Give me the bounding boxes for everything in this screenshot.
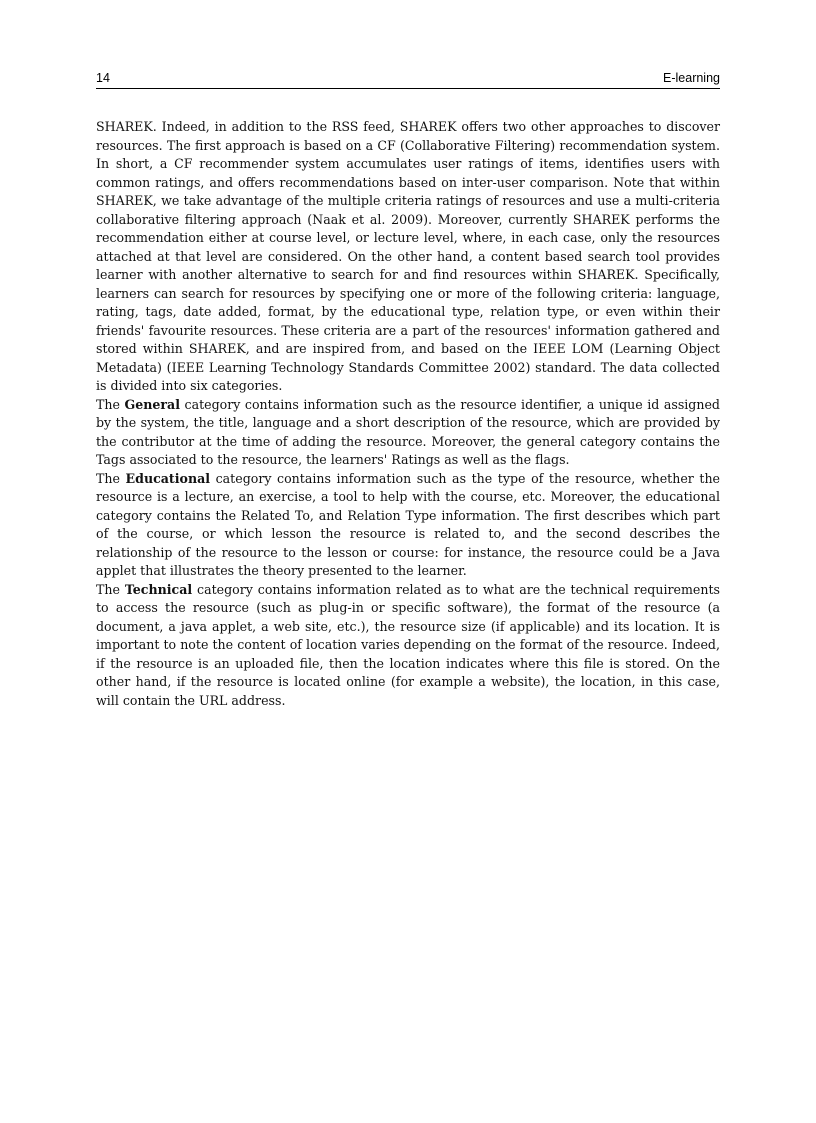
paragraph-lead: The xyxy=(96,396,125,412)
term-educational: Educational xyxy=(125,470,211,486)
paragraph-technical-category xyxy=(96,581,720,711)
paragraph-lead: The xyxy=(96,470,126,486)
page-header xyxy=(96,70,720,89)
page-number: 14 xyxy=(96,71,110,85)
paragraph-lead: The xyxy=(96,581,125,597)
running-title: E-learning xyxy=(663,71,720,85)
paragraph-educational-category xyxy=(96,470,720,581)
body-text xyxy=(96,118,720,710)
paragraph-body: category contains information related as to what are the technical requirements to access the resource (such as plug-in or specific software), the format of the resource (a document, a java applet, a web site, etc.), the resource size (if applicable) and its location. It is important to note the content of location varies depending on the format of the resource. Indeed, if the resource is an uploaded file, then the location indicates where this file is stored. On the other hand, if the resource is located online (for example a website), the location, in this case, will contain the URL address. xyxy=(96,581,720,708)
paragraph-general-category xyxy=(96,396,720,470)
paragraph-body: category contains information such as the resource identifier, a unique id assigned by the system, the title, language and a short description of the resource, which are provided by the contributor at the time of adding the resource. Moreover, the general category contains the Tags associated to the resource, the learners' Ratings as well as the flags. xyxy=(96,396,720,467)
paragraph-sharek-intro: SHAREK. Indeed, in addition to the RSS feed, SHAREK offers two other approaches to discover resources. The first approach is based on a CF (Collaborative Filtering) recommendation system. In short, a CF recommender system accumulates user ratings of items, identifies users with common ratings, and offers recommendations based on inter-user comparison. Note that within SHAREK, we take advantage of the multiple criteria ratings of resources and use a multi-criteria collaborative filtering approach (Naak et al. 2009). Moreover, currently SHAREK performs the recommendation either at course level, or lecture level, where, in each case, only the resources attached at that level are considered. On the other hand, a content based search tool provides learner with another alternative to search for and find resources within SHAREK. Specifically, learners can search for resources by specifying one or more of the following criteria: language, rating, tags, date added, format, by the educational type, relation type, or even within their friends' favourite resources. These criteria are a part of the resources' information gathered and stored within SHAREK, and are inspired from, and based on the IEEE LOM (Learning Object Metadata) (IEEE Learning Technology Standards Committee 2002) standard. The data collected is divided into six categories. xyxy=(96,119,720,393)
term-general: General xyxy=(124,396,181,412)
paragraph-body: category contains information such as the type of the resource, whether the resource is a lecture, an exercise, a tool to help with the course, etc. Moreover, the educational category contains the Related To, and Relation Type information. The first describes which part of the course, or which lesson the resource is related to, and the second describes the relationship of the resource to the lesson or course: for instance, the resource could be a Java applet that illustrates the theory presented to the learner. xyxy=(96,470,721,578)
term-technical: Technical xyxy=(124,581,193,597)
